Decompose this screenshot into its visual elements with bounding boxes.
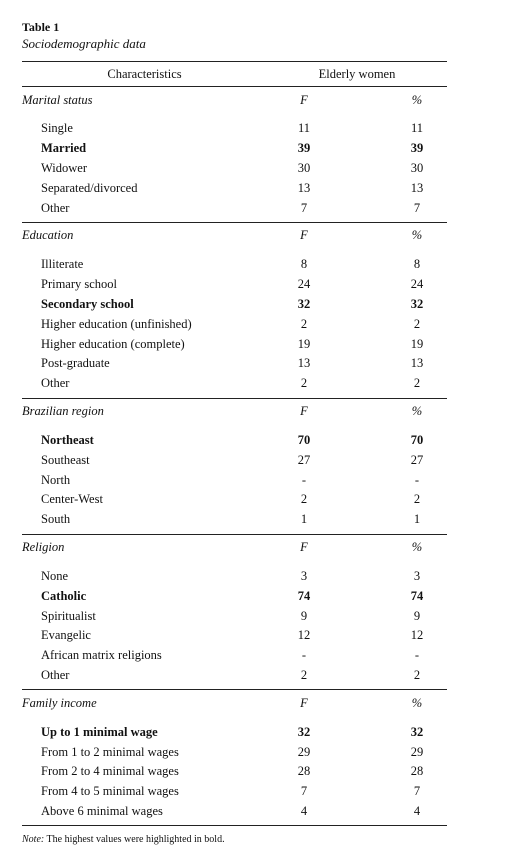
table-row: [22, 586, 447, 606]
table-section: [22, 690, 447, 826]
section-header: [22, 399, 447, 425]
row-frequency: 7: [300, 200, 308, 215]
section-title: Family income: [22, 695, 97, 710]
header-elderly-women: Elderly women: [318, 66, 396, 81]
row-label: Higher education (unfinished): [41, 316, 192, 331]
section-title: Marital status: [22, 92, 93, 107]
row-percent: 1: [413, 512, 421, 527]
section-percent-label: %: [411, 404, 423, 419]
table-row: [22, 782, 447, 802]
row-label: Higher education (complete): [41, 336, 185, 351]
table-row: [22, 470, 447, 490]
row-frequency: 8: [300, 257, 308, 272]
row-label: From 4 to 5 minimal wages: [41, 784, 179, 799]
table-row: [22, 742, 447, 762]
table-row: [22, 275, 447, 295]
row-label: Center-West: [41, 492, 103, 507]
table-row: [22, 762, 447, 782]
row-label: Other: [41, 376, 70, 391]
section-f-label: F: [300, 228, 308, 243]
row-percent: 7: [413, 200, 421, 215]
table-row: [22, 646, 447, 666]
row-percent: 32: [410, 724, 424, 739]
row-frequency: 11: [297, 121, 311, 136]
row-frequency: 12: [297, 628, 311, 643]
table-row: [22, 802, 447, 822]
row-frequency: 39: [297, 141, 311, 156]
row-percent: 32: [410, 296, 424, 311]
row-label: South: [41, 512, 71, 527]
section-percent-label: %: [411, 540, 423, 555]
row-label: Other: [41, 200, 70, 215]
table-row: [22, 431, 447, 451]
note-label: Note:: [22, 834, 45, 846]
row-frequency: 74: [297, 588, 311, 603]
row-percent: 2: [413, 667, 421, 682]
section-title: Brazilian region: [22, 404, 104, 419]
row-frequency: 1: [300, 512, 308, 527]
section-header: [22, 690, 447, 716]
section-f-label: F: [300, 92, 308, 107]
row-percent: 39: [410, 141, 424, 156]
row-label: Southeast: [41, 452, 90, 467]
row-frequency: 4: [300, 803, 308, 818]
row-percent: 13: [410, 180, 424, 195]
section-header: [22, 87, 447, 113]
row-label: Catholic: [41, 588, 87, 603]
row-label: Primary school: [41, 277, 118, 292]
table-row: [22, 490, 447, 510]
row-frequency: 30: [297, 160, 311, 175]
section-percent-label: %: [411, 695, 423, 710]
row-percent: 3: [413, 568, 421, 583]
row-label: From 1 to 2 minimal wages: [41, 744, 179, 759]
table-caption: Sociodemographic data: [22, 36, 146, 51]
row-percent: 27: [410, 452, 424, 467]
row-frequency: 32: [297, 724, 311, 739]
row-label: Separated/divorced: [41, 180, 138, 195]
row-percent: 4: [413, 803, 421, 818]
row-label: Above 6 minimal wages: [41, 803, 163, 818]
table-section: [22, 87, 447, 223]
table-row: [22, 119, 447, 139]
row-percent: -: [414, 472, 420, 487]
section-percent-label: %: [411, 92, 423, 107]
section-header: [22, 535, 447, 561]
row-label: African matrix religions: [41, 648, 162, 663]
section-f-label: F: [300, 695, 308, 710]
table-body: [22, 87, 447, 826]
row-percent: 30: [410, 160, 424, 175]
row-frequency: 9: [300, 608, 308, 623]
table-section: [22, 399, 447, 535]
row-percent: 9: [413, 608, 421, 623]
table-label: Table 1: [22, 20, 60, 34]
row-frequency: 70: [297, 432, 311, 447]
row-frequency: 19: [297, 336, 311, 351]
row-percent: 29: [410, 744, 424, 759]
table-section: [22, 535, 447, 691]
row-percent: 13: [410, 356, 424, 371]
table-row: [22, 139, 447, 159]
table-row: [22, 666, 447, 686]
table-row: [22, 159, 447, 179]
row-frequency: -: [301, 648, 307, 663]
row-frequency: 3: [300, 568, 308, 583]
row-label: Evangelic: [41, 628, 91, 643]
table-row: [22, 334, 447, 354]
table-row: [22, 606, 447, 626]
row-percent: 2: [413, 376, 421, 391]
section-f-label: F: [300, 404, 308, 419]
table-row: [22, 198, 447, 218]
row-label: Illiterate: [41, 257, 84, 272]
row-percent: 2: [413, 492, 421, 507]
table-note: [22, 833, 447, 846]
table-row: [22, 567, 447, 587]
row-frequency: 32: [297, 296, 311, 311]
row-label: Spiritualist: [41, 608, 96, 623]
row-label: Up to 1 minimal wage: [41, 724, 158, 739]
table-row: [22, 510, 447, 530]
table-section: [22, 223, 447, 399]
row-percent: 74: [410, 588, 424, 603]
row-label: Single: [41, 121, 73, 136]
section-f-label: F: [300, 540, 308, 555]
table-header: [22, 62, 447, 87]
row-frequency: 29: [297, 744, 311, 759]
table-row: [22, 295, 447, 315]
section-header: [22, 223, 447, 249]
table-row: [22, 178, 447, 198]
row-frequency: 13: [297, 180, 311, 195]
row-frequency: 28: [297, 764, 311, 779]
row-label: North: [41, 472, 71, 487]
note-text: The highest values were highlighted in bold.: [46, 834, 225, 846]
table-row: [22, 450, 447, 470]
table-row: [22, 626, 447, 646]
row-frequency: 27: [297, 452, 311, 467]
row-percent: 2: [413, 316, 421, 331]
table-row: [22, 314, 447, 334]
row-label: Secondary school: [41, 296, 134, 311]
section-percent-label: %: [411, 228, 423, 243]
row-percent: 7: [413, 784, 421, 799]
row-label: None: [41, 568, 69, 583]
row-frequency: 2: [300, 492, 308, 507]
row-percent: 8: [413, 257, 421, 272]
section-title: Religion: [22, 540, 65, 555]
data-table: [22, 61, 447, 826]
row-frequency: 2: [300, 316, 308, 331]
row-percent: -: [414, 648, 420, 663]
table-container: [22, 20, 447, 846]
row-frequency: 24: [297, 277, 311, 292]
table-row: [22, 722, 447, 742]
row-percent: 28: [410, 764, 424, 779]
row-percent: 19: [410, 336, 424, 351]
row-label: Northeast: [41, 432, 94, 447]
header-characteristics: Characteristics: [107, 66, 182, 81]
row-label: Post-graduate: [41, 356, 110, 371]
row-frequency: 2: [300, 667, 308, 682]
row-label: Other: [41, 667, 70, 682]
row-percent: 12: [410, 628, 424, 643]
row-label: From 2 to 4 minimal wages: [41, 764, 179, 779]
table-row: [22, 354, 447, 374]
row-percent: 70: [410, 432, 424, 447]
table-row: [22, 374, 447, 394]
table-row: [22, 255, 447, 275]
row-frequency: 7: [300, 784, 308, 799]
section-title: Education: [22, 228, 74, 243]
row-frequency: 2: [300, 376, 308, 391]
row-percent: 24: [410, 277, 424, 292]
row-label: Widower: [41, 160, 88, 175]
row-frequency: -: [301, 472, 307, 487]
row-label: Married: [41, 141, 87, 156]
row-frequency: 13: [297, 356, 311, 371]
row-percent: 11: [410, 121, 424, 136]
